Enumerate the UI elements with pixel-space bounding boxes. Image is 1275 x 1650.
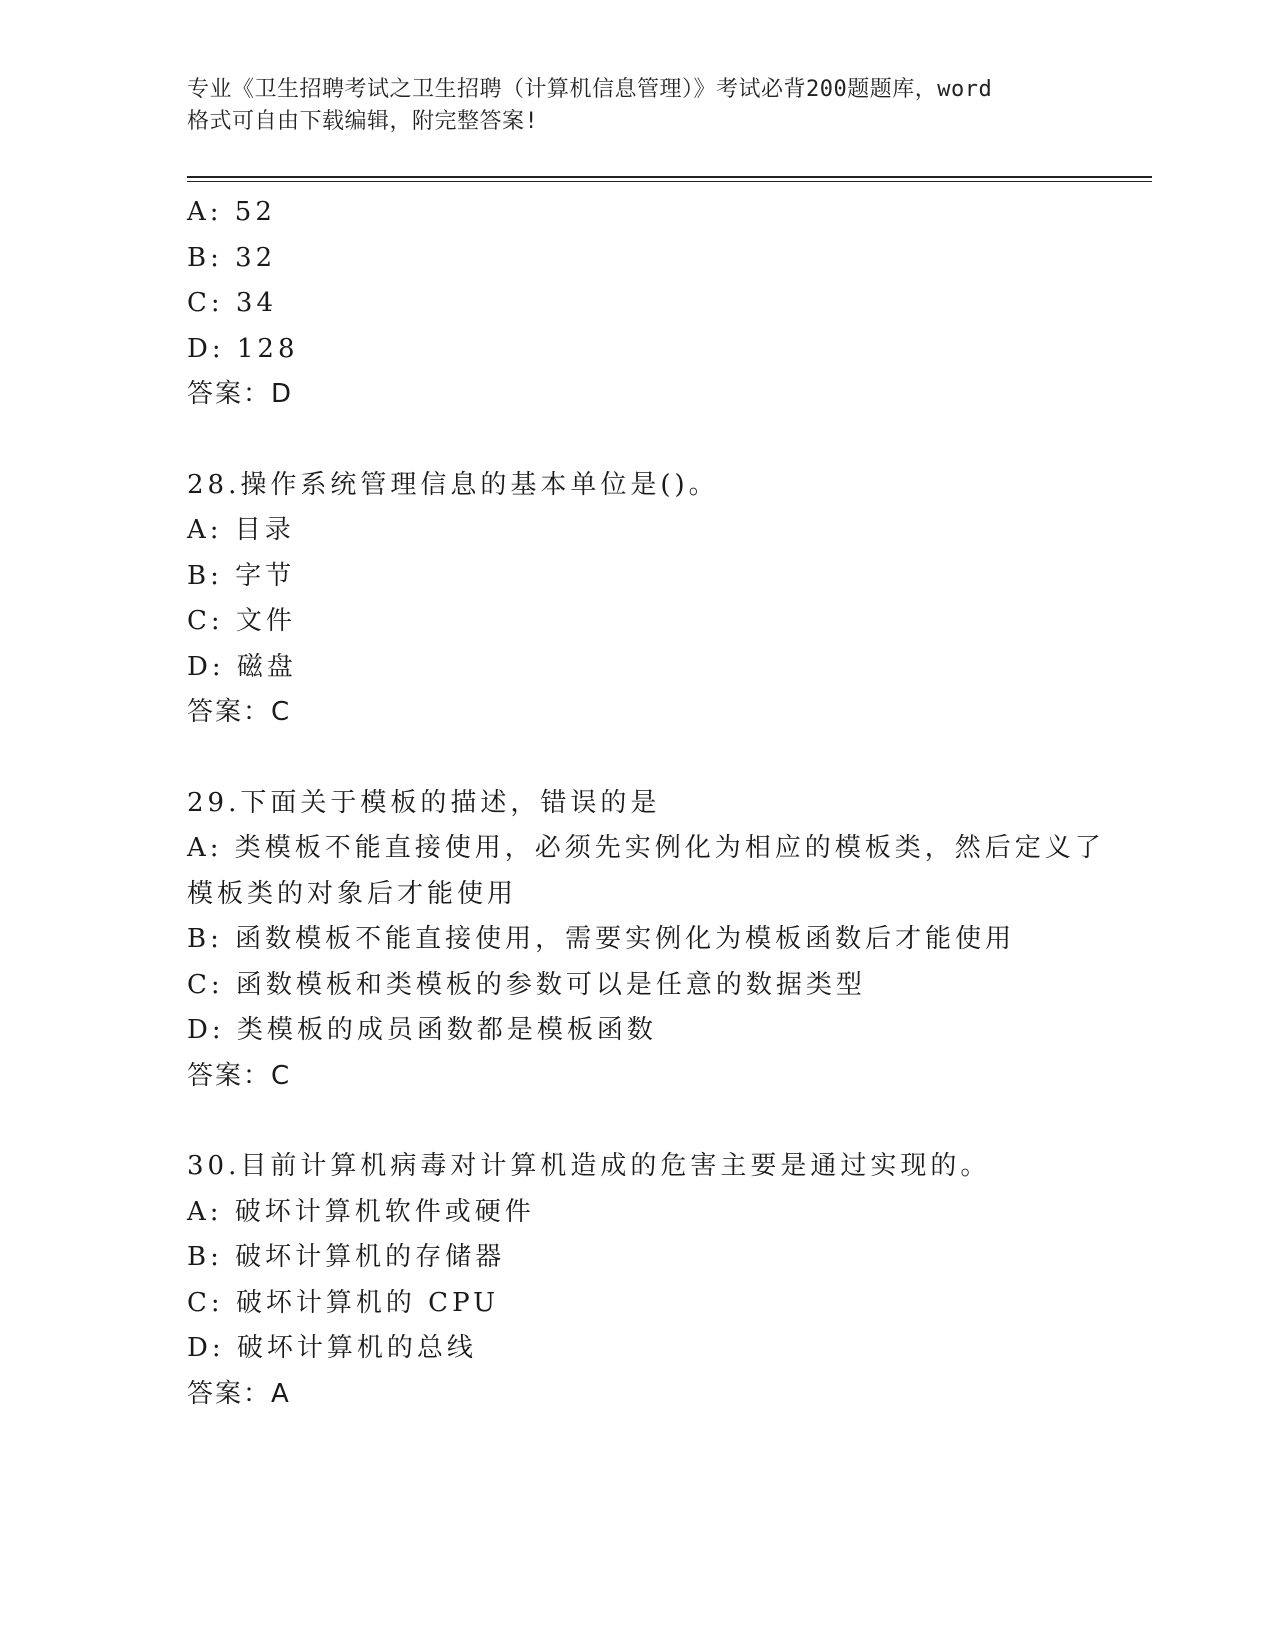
question-30 <box>187 1144 1087 1417</box>
answer: 答案：A <box>187 1378 291 1409</box>
option-c: C: 34 <box>187 288 278 318</box>
header-rule-thick <box>187 176 1152 178</box>
option-b: B: 32 <box>187 242 277 273</box>
question-27 <box>187 190 1087 418</box>
option-d: D: 类模板的成员函数都是模板函数 <box>187 1015 657 1045</box>
header-rule-thin <box>187 181 1152 182</box>
option-c: C: 函数模板和类模板的参数可以是任意的数据类型 <box>187 969 866 1000</box>
option-d: D: 128 <box>187 333 299 364</box>
question-28 <box>187 463 1087 736</box>
question-content <box>187 190 1105 1417</box>
option-c: C: 文件 <box>187 606 296 636</box>
option-a: A: 目录 <box>187 515 295 545</box>
document-header <box>187 74 1087 138</box>
answer: 答案：D <box>187 379 294 409</box>
question-stem: 29.下面关于模板的描述，错误的是 <box>187 787 661 818</box>
option-b: B: 字节 <box>187 560 296 591</box>
option-a: A: 破坏计算机软件或硬件 <box>187 1196 535 1227</box>
option-a-line-1: A: 类模板不能直接使用，必须先实例化为相应的模板类，然后定义了 <box>187 833 1105 863</box>
option-b: B: 破坏计算机的存储器 <box>187 1242 506 1272</box>
option-d: D: 破坏计算机的总线 <box>187 1333 477 1363</box>
header-line-1: 专业《卫生招聘考试之卫生招聘（计算机信息管理）》考试必背200题题库，word <box>187 77 993 102</box>
answer: 答案：C <box>187 697 292 727</box>
spacer <box>187 736 1087 781</box>
answer: 答案：C <box>187 1060 292 1091</box>
option-a: A: 52 <box>187 197 276 227</box>
header-line-2: 格式可自由下载编辑，附完整答案! <box>187 109 539 134</box>
option-d: D: 磁盘 <box>187 651 297 682</box>
option-c: C: 破坏计算机的 CPU <box>187 1287 500 1318</box>
question-stem: 28.操作系统管理信息的基本单位是()。 <box>187 469 719 500</box>
spacer <box>187 418 1087 463</box>
question-stem: 30.目前计算机病毒对计算机造成的危害主要是通过实现的。 <box>187 1151 991 1181</box>
question-29 <box>187 781 1105 1100</box>
option-a-line-2: 模板类的对象后才能使用 <box>187 878 518 909</box>
option-b: B: 函数模板不能直接使用，需要实例化为模板函数后才能使用 <box>187 924 1016 954</box>
spacer <box>187 1099 1087 1144</box>
